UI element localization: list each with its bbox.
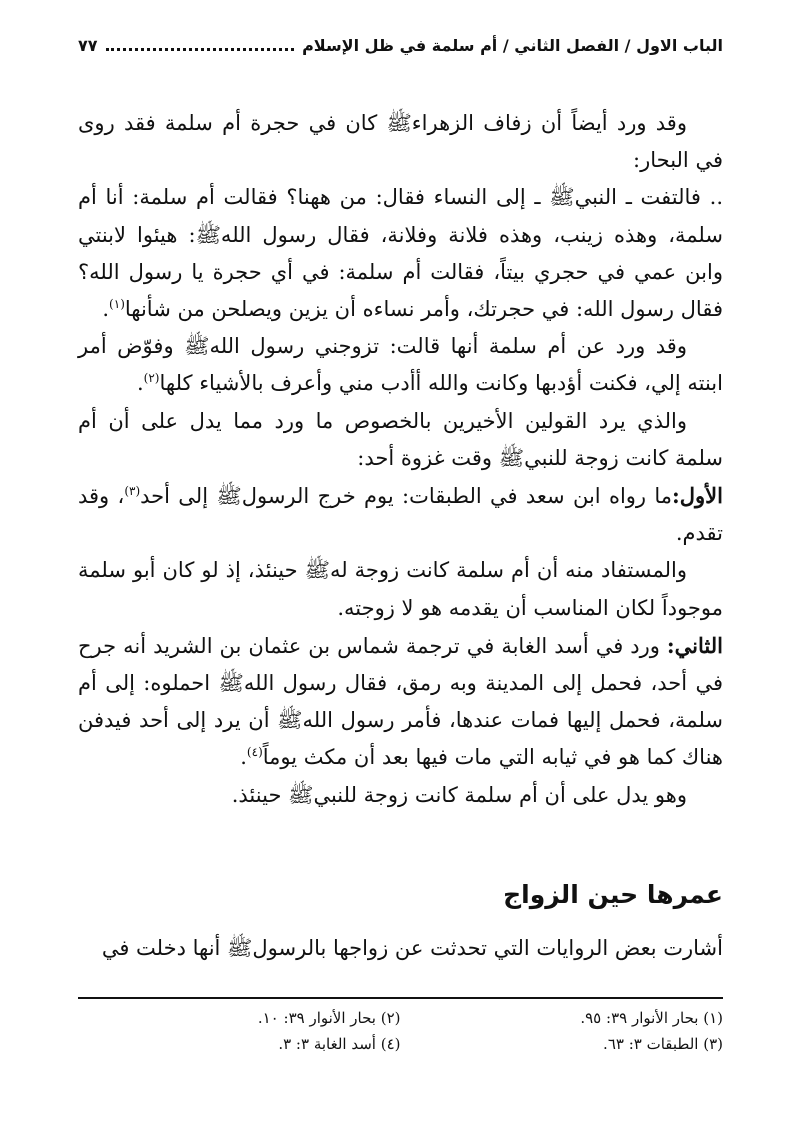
quote-end: . xyxy=(102,297,110,322)
footnote-4: (٤) أسد الغابة ٣: ٣. xyxy=(278,1035,401,1053)
first-text: ما رواه ابن سعد في الطبقات: يوم خرج الرسولﷺ إلى أحد xyxy=(140,484,673,509)
footnote-divider xyxy=(78,997,723,999)
footnote-3: (٣) الطبقات ٣: ٦٣. xyxy=(603,1035,723,1053)
section-body xyxy=(78,930,723,967)
header-title: الباب الاول / الفصل الثاني / أم سلمة في ظل الإسلام xyxy=(302,35,723,55)
footnote-2: (٢) بحار الأنوار ٣٩: ١٠. xyxy=(257,1009,401,1027)
quote-text: .. فالتفت ـ النبيﷺ ـ إلى النساء فقال: من ههنا؟ فقالت أم سلمة: أنا أم سلمة، وهذه زينب، وهذه فلانة وفلانة، فقال رسول اللهﷺ: هيئوا لابنتي وابن عمي في حجري بيتاً، فقالت أم سلمة: في أي حجرة يا رسول الله؟ فقال رسول الله: في حجرتك، وأمر نساءه أن يزين ويصلحن من شأنها xyxy=(78,185,723,322)
body-text xyxy=(78,105,723,814)
running-header xyxy=(78,30,723,60)
saying-end: . xyxy=(136,371,144,396)
second-text: ورد في أسد الغابة في ترجمة شماس بن عثمان بن الشريد أنه جرح في أحد، فحمل إلى المدينة وبه رمق، فقال رسول اللهﷺ احملوه: إلى أم سلمة، فحمل إليها فمات عندها، فأمر رسول اللهﷺ أن يرد إلى أحد فيدفن هناك كما هو في ثيابه التي مات فيها بعد أن مكث يوماً xyxy=(78,633,723,770)
footnote-ref-4: (٤) xyxy=(246,745,263,760)
footnote-ref-1: (١) xyxy=(109,297,125,312)
second-label: الثاني: xyxy=(666,632,723,658)
footnote-ref-3: (٣) xyxy=(124,484,141,499)
footnote-1: (١) بحار الأنوار ٣٩: ٩٥. xyxy=(580,1009,723,1027)
second-text-end: . xyxy=(240,745,247,770)
first-label: الأول: xyxy=(672,483,723,509)
paragraph-conclusion: وهو يدل على أن أم سلمة كانت زوجة للنبيﷺ حينئذ. xyxy=(231,782,687,807)
paragraph-zahra-wedding: وقد ورد أيضاً أن زفاف الزهراءﷺ كان في حجرة أم سلمة فقد روى في البحار: xyxy=(78,111,723,173)
first-text-end: ، وقد تقدم. xyxy=(78,484,723,546)
paragraph-inference: والمستفاد منه أن أم سلمة كانت زوجة لهﷺ حينئذ، إذ لو كان أبو سلمة موجوداً لكان المناسب أن يقدمه هو لا زوجته. xyxy=(78,558,723,620)
section-heading: عمرها حين الزواج xyxy=(503,880,723,909)
footnote-ref-2: (٢) xyxy=(143,371,160,386)
page-number: ٧٧ xyxy=(78,35,98,55)
paragraph-umm-salama-saying xyxy=(78,328,723,402)
footnotes xyxy=(78,1008,723,1054)
paragraph-second-evidence xyxy=(78,627,723,777)
paragraph-bihar-quote xyxy=(78,179,723,328)
saying-text: وقد ورد عن أم سلمة أنها قالت: تزوجني رسول اللهﷺ وفوّض أمر ابنته إلي، فكنت أؤدبها وكانت والله أأدب مني وأعرف بالأشياء كلها xyxy=(78,334,723,396)
paragraph-first-evidence xyxy=(78,477,723,552)
header-dot-leader xyxy=(106,40,295,51)
paragraph-rebuttal: والذي يرد القولين الأخيرين بالخصوص ما ورد مما يدل على أن أم سلمة كانت زوجة للنبيﷺ وقت غزوة أحد: xyxy=(78,408,723,470)
paragraph-age-intro: أشارت بعض الروايات التي تحدثت عن زواجها بالرسولﷺ أنها دخلت في xyxy=(101,936,723,960)
